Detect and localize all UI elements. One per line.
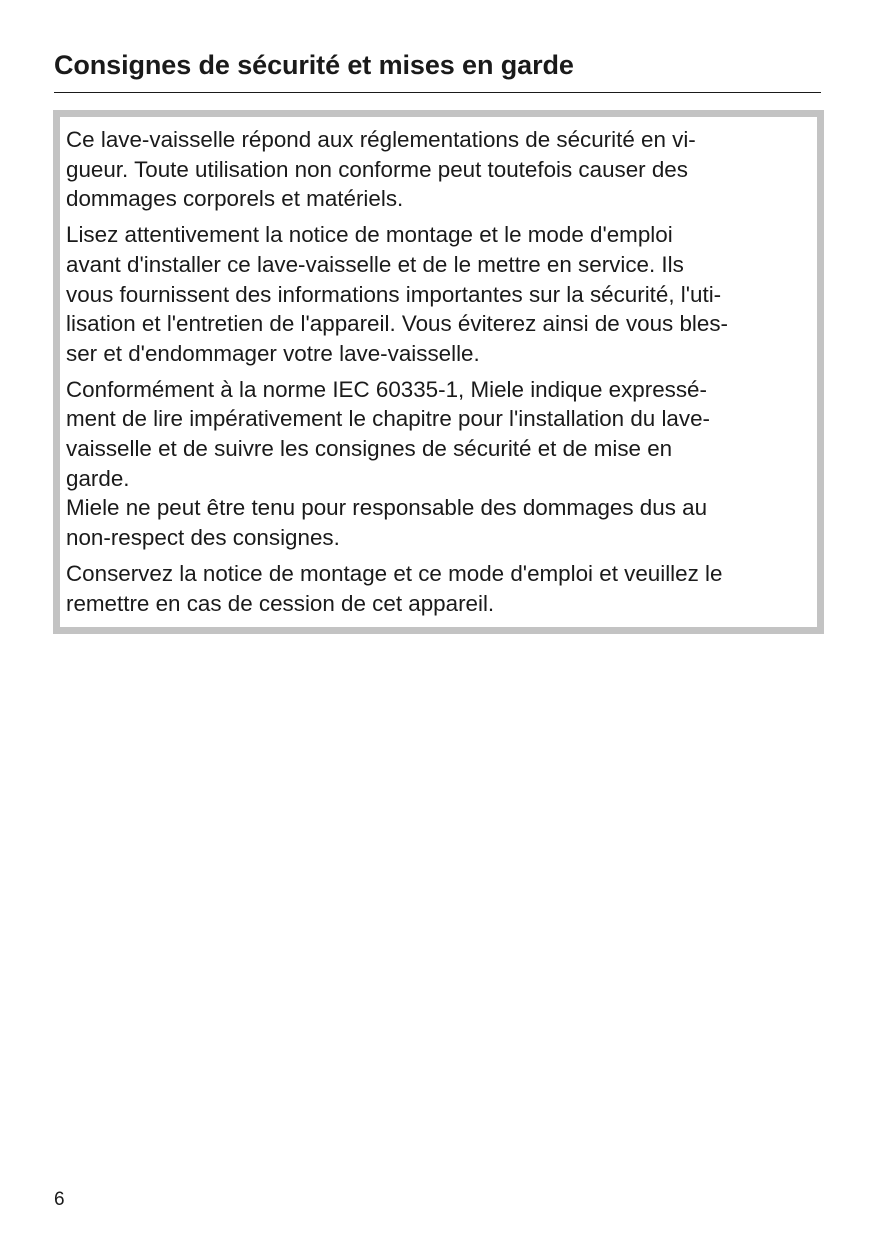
- title-divider: [54, 92, 821, 93]
- text-line: ment de lire impérativement le chapitre pour l'installation du lave-: [66, 406, 710, 432]
- text-line: lisation et l'entretien de l'appareil. Vous éviterez ainsi de vous bles-: [66, 311, 728, 337]
- notice-paragraph-read-instructions: [66, 220, 811, 369]
- text-line: Ce lave-vaisselle répond aux réglementations de sécurité en vi-: [66, 127, 696, 152]
- text-line: gueur. Toute utilisation non conforme peut toutefois causer des: [66, 156, 688, 182]
- text-line: avant d'installer ce lave-vaisselle et de le mettre en service. Ils: [66, 251, 684, 277]
- text-line: remettre en cas de cession de cet appareil.: [66, 590, 495, 616]
- text-line: Conformément à la norme IEC 60335-1, Miele indique expressé-: [66, 376, 707, 402]
- safety-notice-box: [53, 110, 824, 634]
- text-line: ser et d'endommager votre lave-vaisselle.: [66, 340, 480, 366]
- notice-paragraph-compliance: [66, 125, 811, 214]
- page-title: Consignes de sécurité et mises en garde: [54, 50, 574, 80]
- notice-paragraph-keep-manual: [66, 559, 811, 618]
- text-line: dommages corporels et matériels.: [66, 186, 404, 212]
- text-line: vaisselle et de suivre les consignes de sécurité et de mise en: [66, 436, 673, 462]
- text-line: garde.: [66, 465, 130, 491]
- text-line: vous fournissent des informations importantes sur la sécurité, l'uti-: [66, 281, 722, 307]
- text-line: non-respect des consignes.: [66, 525, 340, 551]
- text-line: Lisez attentivement la notice de montage et le mode d'emploi: [66, 222, 673, 248]
- text-line: Conservez la notice de montage et ce mode d'emploi et veuillez le: [66, 560, 723, 586]
- page-number: 6: [54, 1189, 65, 1210]
- notice-paragraph-iec-standard: [66, 375, 811, 553]
- text-line: Miele ne peut être tenu pour responsable des dommages dus au: [66, 495, 708, 521]
